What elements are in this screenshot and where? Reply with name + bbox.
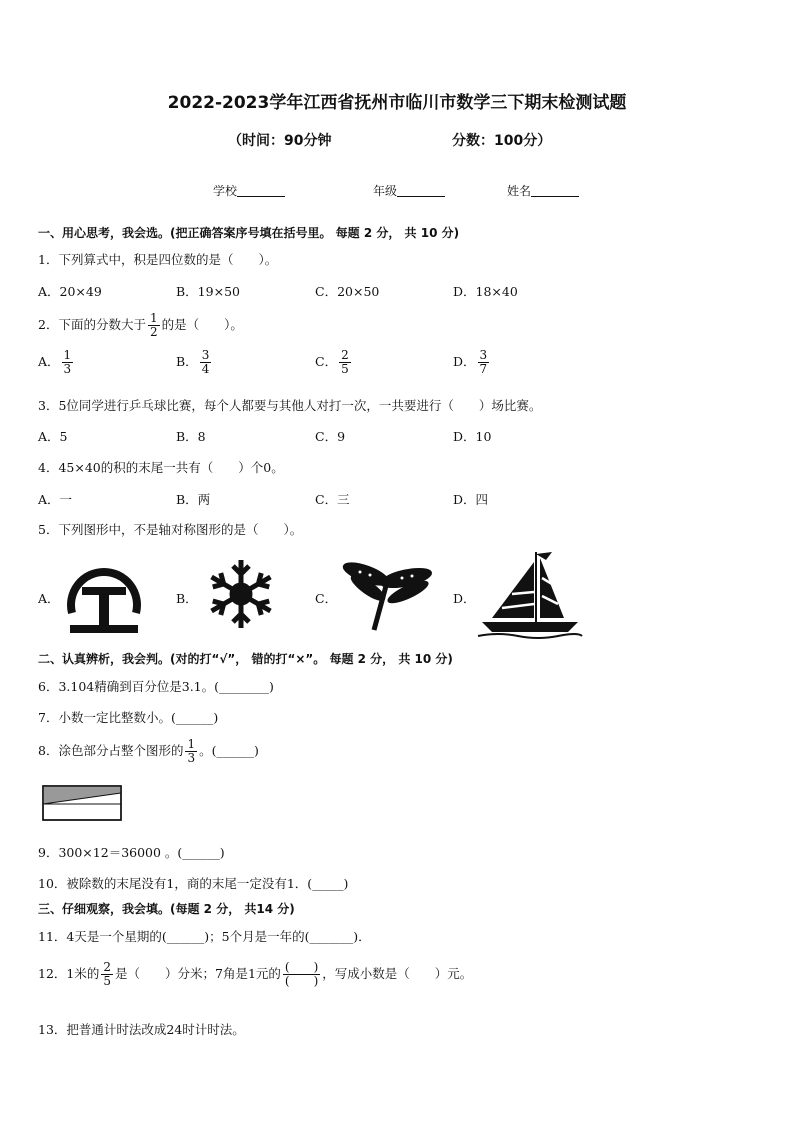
q4-option-a: A．一: [38, 492, 73, 507]
denominator: 5: [103, 974, 111, 988]
denominator: 3: [187, 751, 196, 765]
name-label: 姓名: [507, 184, 532, 198]
option-fraction: [478, 349, 490, 376]
question-8: [38, 738, 259, 765]
question-11: 11．4天是一个星期的(______)；5个月是一年的(_______)．: [38, 929, 371, 944]
q12-stem-post: ，写成小数是（ ）元。: [322, 966, 473, 981]
q5-option-a: A．: [38, 591, 60, 606]
denominator: 7: [479, 362, 488, 376]
question-2: [38, 312, 243, 339]
option-fraction: [200, 349, 212, 376]
question-4: 4．45×40的积的末尾一共有（ ）个0。: [38, 460, 284, 475]
q4-option-d: D．四: [453, 492, 489, 507]
q5-option-d: D．: [453, 591, 476, 606]
shaded-rectangle-figure: [42, 785, 122, 821]
q5-option-c: C．: [315, 591, 338, 606]
question-7: 7．小数一定比整数小。(______): [38, 710, 219, 725]
numerator: 2: [341, 348, 349, 362]
q5-option-b: B．: [176, 591, 198, 606]
numerator: 2: [103, 960, 111, 974]
q3-option-b: B．8: [176, 429, 206, 444]
q12-stem-pre: 12．1米的: [38, 966, 100, 981]
exam-time: （时间：90分钟: [228, 133, 332, 149]
q1-option-d: D．18×40: [453, 284, 518, 299]
denominator: 4: [201, 362, 210, 376]
school-label: 学校: [213, 184, 238, 198]
numerator: 1: [63, 348, 72, 362]
q2-stem-pre: 2．下面的分数大于: [38, 317, 146, 332]
page-title: 2022-2023学年江西省抚州市临川市数学三下期末检测试题: [167, 93, 627, 113]
question-3: 3．5位同学进行乒乓球比赛，每个人都要与其他人对打一次，一共要进行（ ）场比赛。: [38, 398, 542, 413]
question-9: 9．300×12＝36000 。(______): [38, 845, 225, 860]
q8-fraction: [185, 738, 197, 765]
grade-blank: [397, 184, 445, 197]
q2-fraction: [148, 312, 160, 339]
grade-label: 年级: [373, 184, 398, 198]
q3-option-d: D．10: [453, 429, 492, 444]
q2-stem-post: 的是（ ）。: [161, 317, 243, 332]
numerator: 1: [149, 311, 158, 325]
q1-option-a: A．20×49: [38, 284, 102, 299]
q1-option-c: C．20×50: [315, 284, 380, 299]
name-blank: [531, 184, 579, 197]
q12-fraction: [101, 961, 113, 988]
section-1-heading: 一、用心思考，我会选。(把正确答案序号填在括号里。 每题 2 分， 共 10 分): [38, 226, 460, 240]
q3-option-c: C．9: [315, 429, 346, 444]
name-field: [507, 182, 579, 199]
numerator: 3: [201, 348, 210, 362]
option-fraction: [62, 349, 74, 376]
school-field: [213, 182, 285, 199]
snowflake-icon: [202, 555, 280, 633]
q8-stem-post: 。(______): [199, 743, 259, 758]
denominator: 5: [341, 362, 349, 376]
option-letter: D．: [453, 354, 476, 369]
section-2-heading: 二、认真辨析，我会判。(对的打“√”， 错的打“×”。 每题 2 分， 共 10 分): [38, 652, 453, 666]
question-10: 10．被除数的末尾没有1，商的末尾一定没有1．(_____): [38, 876, 349, 891]
dragonfly-icon: [340, 558, 436, 636]
q2-option-c: [315, 349, 353, 376]
q2-option-d: [453, 349, 491, 376]
question-5: 5．下列图形中，不是轴对称图形的是（ ）。: [38, 522, 303, 537]
denominator: 2: [149, 325, 158, 339]
q1-option-b: B．19×50: [176, 284, 240, 299]
option-letter: C．: [315, 354, 338, 369]
school-blank: [237, 184, 285, 197]
grade-field: [373, 182, 445, 199]
section-3-heading: 三、仔细观察，我会填。(每题 2 分， 共14 分): [38, 902, 295, 916]
q2-option-a: [38, 349, 75, 376]
q4-option-b: B．两: [176, 492, 211, 507]
symbol-logo-icon: [62, 553, 146, 639]
q3-option-a: A．5: [38, 429, 68, 444]
question-12: [38, 961, 472, 988]
q8-stem-pre: 8．涂色部分占整个图形的: [38, 743, 184, 758]
question-1: 1．下列算式中，积是四位数的是（ ）。: [38, 252, 278, 267]
q4-option-c: C．三: [315, 492, 350, 507]
question-6: 6．3.104精确到百分位是3.1。(________): [38, 679, 274, 694]
denominator: 3: [63, 362, 72, 376]
numerator: 1: [187, 737, 196, 751]
sailboat-icon: [478, 548, 584, 640]
numerator: 3: [479, 348, 488, 362]
q2-option-b: [176, 349, 213, 376]
option-fraction: [339, 349, 351, 376]
option-letter: B．: [176, 354, 198, 369]
q12-blank-fraction: [283, 961, 320, 988]
numerator-blank: ( ): [284, 960, 319, 974]
exam-score: 分数：100分）: [452, 133, 552, 149]
option-letter: A．: [38, 354, 60, 369]
question-13: 13．把普通计时法改成24时计时法。: [38, 1022, 245, 1037]
q12-stem-mid: 是（ ）分米；7角是1元的: [115, 966, 281, 981]
denominator-blank: ( ): [284, 974, 319, 988]
